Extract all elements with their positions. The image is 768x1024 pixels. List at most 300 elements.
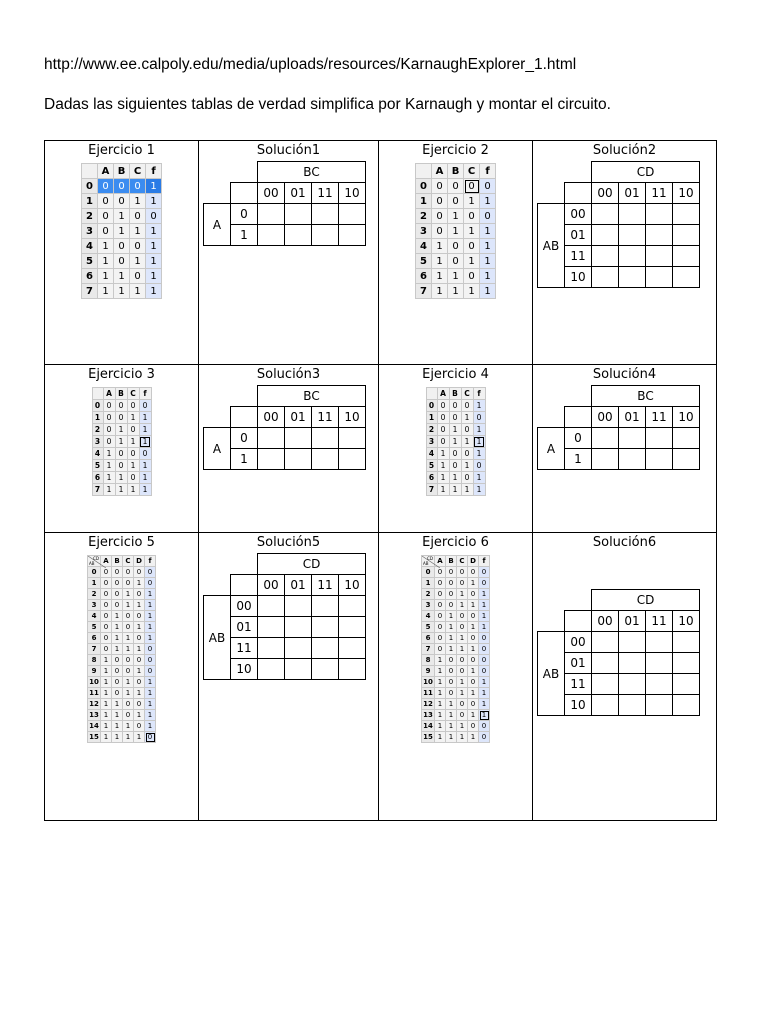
row-index: 15 bbox=[423, 733, 433, 741]
kmap-cell[interactable] bbox=[312, 596, 339, 617]
corner-label-bottom: AB bbox=[89, 561, 95, 566]
kmap-cell[interactable] bbox=[592, 267, 619, 288]
input-cell: 0 bbox=[134, 721, 145, 732]
output-cell[interactable]: 0 bbox=[145, 666, 156, 677]
kmap-cell[interactable] bbox=[339, 428, 366, 449]
kmap-cell[interactable] bbox=[258, 204, 285, 225]
output-cell[interactable]: 1 bbox=[473, 448, 485, 460]
spacer bbox=[538, 407, 565, 428]
kmap-cell[interactable] bbox=[312, 428, 339, 449]
kmap-cell[interactable] bbox=[673, 267, 700, 288]
input-cell: 0 bbox=[130, 269, 146, 284]
row-index: 13 bbox=[89, 711, 99, 719]
table-row bbox=[416, 239, 496, 254]
output-cell[interactable]: 0 bbox=[139, 448, 151, 460]
corner-label-bottom: AB bbox=[423, 561, 429, 566]
input-cell: 1 bbox=[130, 284, 146, 299]
column-code: 11 bbox=[646, 611, 673, 632]
kmap-cell[interactable] bbox=[646, 449, 673, 470]
kmap-cell[interactable] bbox=[646, 246, 673, 267]
column-code: 01 bbox=[619, 611, 646, 632]
table-row bbox=[416, 284, 496, 299]
kmap-cell[interactable] bbox=[339, 659, 366, 680]
output-cell[interactable]: 1 bbox=[480, 269, 496, 284]
column-header: f bbox=[145, 556, 156, 567]
kmap-cell[interactable] bbox=[339, 449, 366, 470]
row-index: 7 bbox=[88, 644, 101, 655]
input-cell: 0 bbox=[103, 412, 115, 424]
exercise-3-cell bbox=[45, 365, 199, 533]
kmap-cell[interactable] bbox=[258, 638, 285, 659]
column-code: 00 bbox=[258, 183, 285, 204]
row-index: 1 bbox=[422, 578, 435, 589]
input-cell: 0 bbox=[127, 424, 139, 436]
output-cell[interactable]: 0 bbox=[473, 412, 485, 424]
table-row bbox=[88, 633, 156, 644]
output-cell[interactable]: 1 bbox=[480, 194, 496, 209]
row-code: 01 bbox=[565, 653, 592, 674]
corner-cell bbox=[565, 611, 592, 632]
kmap-cell[interactable] bbox=[312, 617, 339, 638]
input-cell: 0 bbox=[448, 179, 464, 194]
kmap-cell[interactable] bbox=[258, 449, 285, 470]
input-cell: 1 bbox=[468, 622, 479, 633]
kmap-cell[interactable] bbox=[673, 449, 700, 470]
input-cell: 0 bbox=[115, 400, 127, 412]
kmap-cell[interactable] bbox=[339, 638, 366, 659]
row-index: 5 bbox=[426, 460, 437, 472]
kmap-cell[interactable] bbox=[339, 617, 366, 638]
spacer bbox=[538, 162, 565, 183]
input-cell: 0 bbox=[435, 578, 446, 589]
input-cell: 0 bbox=[112, 655, 123, 666]
output-cell[interactable]: 1 bbox=[479, 622, 490, 633]
input-cell: 1 bbox=[127, 460, 139, 472]
row-variable-label: A bbox=[204, 428, 231, 470]
input-cell: 1 bbox=[127, 484, 139, 496]
output-cell[interactable]: 0 bbox=[145, 567, 156, 578]
column-code: 10 bbox=[673, 611, 700, 632]
column-header: D bbox=[468, 556, 479, 567]
input-cell: 0 bbox=[127, 400, 139, 412]
input-cell: 0 bbox=[101, 578, 112, 589]
output-cell[interactable]: 1 bbox=[479, 699, 490, 710]
kmap-cell[interactable] bbox=[592, 653, 619, 674]
kmap-cell[interactable] bbox=[673, 653, 700, 674]
output-cell[interactable]: 1 bbox=[479, 600, 490, 611]
kmap-cell[interactable] bbox=[258, 225, 285, 246]
kmap-cell[interactable] bbox=[592, 246, 619, 267]
column-code: 00 bbox=[592, 611, 619, 632]
output-cell[interactable]: 1 bbox=[479, 688, 490, 699]
kmap-cell[interactable] bbox=[673, 225, 700, 246]
output-cell[interactable]: 1 bbox=[146, 224, 162, 239]
input-cell: 0 bbox=[98, 209, 114, 224]
input-cell: 1 bbox=[98, 239, 114, 254]
kmap-cell[interactable] bbox=[646, 674, 673, 695]
kmap-cell[interactable] bbox=[285, 659, 312, 680]
output-cell[interactable]: 1 bbox=[146, 269, 162, 284]
table-row bbox=[88, 677, 156, 688]
column-code: 11 bbox=[312, 407, 339, 428]
table-row bbox=[426, 400, 485, 412]
kmap-cell[interactable] bbox=[258, 617, 285, 638]
input-cell: 0 bbox=[437, 436, 449, 448]
kmap-cell[interactable] bbox=[619, 246, 646, 267]
kmap-cell[interactable] bbox=[339, 596, 366, 617]
output-cell[interactable]: 1 bbox=[145, 611, 156, 622]
kmap-cell[interactable] bbox=[646, 695, 673, 716]
input-cell: 1 bbox=[98, 284, 114, 299]
output-cell[interactable]: 0 bbox=[145, 655, 156, 666]
input-cell: 1 bbox=[112, 622, 123, 633]
column-header: C bbox=[457, 556, 468, 567]
output-cell[interactable]: 0 bbox=[479, 633, 490, 644]
kmap-cell[interactable] bbox=[673, 632, 700, 653]
input-cell: 0 bbox=[123, 699, 134, 710]
table-row bbox=[88, 721, 156, 732]
output-cell[interactable]: 1 bbox=[139, 424, 151, 436]
kmap-cell[interactable] bbox=[285, 617, 312, 638]
output-cell[interactable]: 1 bbox=[145, 600, 156, 611]
table-row bbox=[422, 666, 490, 677]
row-index: 1 bbox=[92, 412, 103, 424]
kmap-cell[interactable] bbox=[673, 204, 700, 225]
input-cell: 1 bbox=[437, 484, 449, 496]
input-cell: 1 bbox=[112, 633, 123, 644]
input-cell: 0 bbox=[435, 567, 446, 578]
input-cell: 1 bbox=[437, 472, 449, 484]
column-code: 00 bbox=[592, 407, 619, 428]
column-header: B bbox=[115, 388, 127, 400]
input-cell: 0 bbox=[114, 194, 130, 209]
input-cell: 1 bbox=[115, 484, 127, 496]
truth-table bbox=[421, 555, 490, 743]
kmap-cell[interactable] bbox=[312, 449, 339, 470]
input-cell: 1 bbox=[432, 254, 448, 269]
kmap-cell[interactable] bbox=[312, 204, 339, 225]
kmap-cell[interactable] bbox=[619, 449, 646, 470]
kmap-cell[interactable] bbox=[285, 225, 312, 246]
exercise-grid bbox=[44, 140, 716, 821]
corner-cell bbox=[565, 183, 592, 204]
kmap-cell[interactable] bbox=[312, 225, 339, 246]
kmap-cell[interactable] bbox=[619, 428, 646, 449]
input-cell: 0 bbox=[123, 710, 134, 721]
kmap-cell[interactable] bbox=[592, 632, 619, 653]
input-cell: 0 bbox=[134, 677, 145, 688]
kmap-cell[interactable] bbox=[646, 204, 673, 225]
kmap-cell[interactable] bbox=[646, 653, 673, 674]
input-cell: 1 bbox=[435, 721, 446, 732]
output-cell[interactable]: 1 bbox=[479, 710, 490, 721]
kmap-cell[interactable] bbox=[258, 659, 285, 680]
input-cell: 1 bbox=[468, 644, 479, 655]
output-cell[interactable]: 1 bbox=[146, 254, 162, 269]
output-cell[interactable]: 0 bbox=[145, 644, 156, 655]
kmap-cell[interactable] bbox=[258, 596, 285, 617]
output-cell[interactable]: 1 bbox=[139, 436, 151, 448]
output-cell[interactable]: 0 bbox=[139, 400, 151, 412]
kmap-cell[interactable] bbox=[673, 428, 700, 449]
kmap-cell[interactable] bbox=[258, 428, 285, 449]
input-cell: 1 bbox=[464, 224, 480, 239]
column-header: C bbox=[461, 388, 473, 400]
input-cell: 0 bbox=[134, 611, 145, 622]
row-index: 0 bbox=[416, 179, 432, 194]
kmap-cell[interactable] bbox=[285, 428, 312, 449]
output-cell[interactable]: 1 bbox=[473, 484, 485, 496]
input-cell: 1 bbox=[101, 677, 112, 688]
kmap-cell[interactable] bbox=[646, 632, 673, 653]
kmap-cell[interactable] bbox=[592, 695, 619, 716]
output-cell[interactable]: 1 bbox=[145, 688, 156, 699]
table-row bbox=[82, 194, 162, 209]
output-cell[interactable]: 1 bbox=[480, 254, 496, 269]
row-code: 11 bbox=[565, 674, 592, 695]
output-cell[interactable]: 1 bbox=[139, 460, 151, 472]
source-url[interactable]: http://www.ee.calpoly.edu/media/uploads/resources/KarnaughExplorer_1.html bbox=[44, 56, 577, 73]
output-cell[interactable]: 0 bbox=[473, 460, 485, 472]
truth-table bbox=[81, 163, 162, 299]
table-row bbox=[88, 567, 156, 578]
input-cell: 0 bbox=[457, 699, 468, 710]
input-cell: 0 bbox=[123, 622, 134, 633]
input-cell: 1 bbox=[115, 472, 127, 484]
row-index: 2 bbox=[422, 589, 435, 600]
input-cell: 0 bbox=[446, 589, 457, 600]
input-cell: 0 bbox=[115, 448, 127, 460]
input-cell: 1 bbox=[457, 721, 468, 732]
karnaugh-map bbox=[203, 385, 366, 470]
output-cell[interactable]: 1 bbox=[145, 589, 156, 600]
input-cell: 1 bbox=[101, 710, 112, 721]
input-cell: 1 bbox=[103, 448, 115, 460]
output-cell[interactable]: 1 bbox=[146, 284, 162, 299]
kmap-cell[interactable] bbox=[619, 267, 646, 288]
kmap-cell[interactable] bbox=[312, 638, 339, 659]
row-index: 0 bbox=[426, 400, 437, 412]
output-cell[interactable]: 1 bbox=[146, 179, 162, 194]
kmap-cell[interactable] bbox=[285, 449, 312, 470]
kmap-cell[interactable] bbox=[646, 428, 673, 449]
row-index: 4 bbox=[92, 448, 103, 460]
output-cell[interactable]: 0 bbox=[480, 209, 496, 224]
output-cell[interactable]: 1 bbox=[480, 239, 496, 254]
input-cell: 1 bbox=[134, 578, 145, 589]
table-row bbox=[88, 699, 156, 710]
column-header: D bbox=[134, 556, 145, 567]
output-cell[interactable]: 0 bbox=[479, 732, 490, 743]
kmap-cell[interactable] bbox=[673, 246, 700, 267]
input-cell: 1 bbox=[446, 699, 457, 710]
output-cell[interactable]: 1 bbox=[473, 472, 485, 484]
kmap-cell[interactable] bbox=[285, 638, 312, 659]
row-code: 00 bbox=[231, 596, 258, 617]
kmap-cell[interactable] bbox=[339, 204, 366, 225]
output-cell[interactable]: 1 bbox=[139, 472, 151, 484]
column-code: 00 bbox=[258, 575, 285, 596]
kmap-cell[interactable] bbox=[592, 428, 619, 449]
spacer bbox=[204, 162, 231, 183]
output-cell[interactable]: 1 bbox=[145, 622, 156, 633]
table-row bbox=[92, 448, 151, 460]
output-cell[interactable]: 1 bbox=[146, 194, 162, 209]
row-index: 4 bbox=[416, 239, 432, 254]
output-cell[interactable]: 1 bbox=[139, 412, 151, 424]
kmap-cell[interactable] bbox=[592, 449, 619, 470]
kmap-cell[interactable] bbox=[646, 225, 673, 246]
input-cell: 1 bbox=[446, 721, 457, 732]
exercise-title: Ejercicio 3 bbox=[88, 367, 155, 382]
output-cell[interactable]: 1 bbox=[146, 239, 162, 254]
kmap-cell[interactable] bbox=[619, 674, 646, 695]
output-cell[interactable]: 1 bbox=[145, 677, 156, 688]
input-cell: 1 bbox=[130, 254, 146, 269]
input-cell: 0 bbox=[115, 460, 127, 472]
kmap-row bbox=[538, 428, 700, 449]
output-cell[interactable]: 1 bbox=[145, 699, 156, 710]
solution-title: Solución4 bbox=[592, 367, 657, 382]
output-cell[interactable]: 0 bbox=[479, 666, 490, 677]
input-cell: 0 bbox=[461, 424, 473, 436]
input-cell: 0 bbox=[112, 600, 123, 611]
row-code: 00 bbox=[565, 632, 592, 653]
input-cell: 1 bbox=[134, 710, 145, 721]
input-cell: 0 bbox=[114, 254, 130, 269]
input-cell: 0 bbox=[435, 600, 446, 611]
table-row bbox=[422, 578, 490, 589]
column-header: B bbox=[446, 556, 457, 567]
row-index: 2 bbox=[426, 424, 437, 436]
output-cell[interactable]: 1 bbox=[473, 436, 485, 448]
table-row bbox=[426, 472, 485, 484]
input-cell: 0 bbox=[123, 567, 134, 578]
column-header: A bbox=[101, 556, 112, 567]
kmap-cell[interactable] bbox=[592, 204, 619, 225]
row-index: 6 bbox=[426, 472, 437, 484]
output-cell[interactable]: 1 bbox=[473, 400, 485, 412]
row-index: 14 bbox=[89, 722, 99, 730]
kmap-cell[interactable] bbox=[592, 674, 619, 695]
output-cell[interactable]: 1 bbox=[145, 633, 156, 644]
output-cell[interactable]: 0 bbox=[479, 721, 490, 732]
input-cell: 0 bbox=[457, 567, 468, 578]
solution-5-cell bbox=[199, 533, 379, 821]
output-cell[interactable]: 0 bbox=[480, 179, 496, 194]
output-cell[interactable]: 0 bbox=[479, 655, 490, 666]
solution-6-cell bbox=[533, 533, 717, 821]
input-cell: 1 bbox=[134, 688, 145, 699]
row-index: 0 bbox=[422, 567, 435, 578]
table-row bbox=[416, 224, 496, 239]
input-cell: 0 bbox=[457, 611, 468, 622]
karnaugh-map bbox=[537, 161, 700, 288]
kmap-cell[interactable] bbox=[619, 695, 646, 716]
input-cell: 1 bbox=[134, 732, 145, 743]
input-cell: 1 bbox=[112, 611, 123, 622]
table-row bbox=[92, 436, 151, 448]
input-cell: 1 bbox=[449, 484, 461, 496]
output-cell[interactable]: 1 bbox=[479, 611, 490, 622]
table-row bbox=[416, 269, 496, 284]
row-index: 6 bbox=[416, 269, 432, 284]
row-index: 12 bbox=[423, 700, 433, 708]
kmap-row bbox=[538, 632, 700, 653]
input-cell: 1 bbox=[457, 677, 468, 688]
column-code: 11 bbox=[312, 575, 339, 596]
input-cell: 0 bbox=[468, 589, 479, 600]
input-cell: 0 bbox=[437, 424, 449, 436]
kmap-cell[interactable] bbox=[339, 225, 366, 246]
input-cell: 0 bbox=[103, 400, 115, 412]
spacer bbox=[538, 183, 565, 204]
kmap-cell[interactable] bbox=[619, 225, 646, 246]
kmap-cell[interactable] bbox=[673, 674, 700, 695]
input-cell: 1 bbox=[464, 194, 480, 209]
output-cell[interactable]: 0 bbox=[479, 578, 490, 589]
kmap-cell[interactable] bbox=[285, 596, 312, 617]
input-cell: 0 bbox=[130, 209, 146, 224]
spacer bbox=[565, 590, 592, 611]
input-cell: 1 bbox=[464, 254, 480, 269]
kmap-cell[interactable] bbox=[312, 659, 339, 680]
output-cell[interactable]: 1 bbox=[479, 589, 490, 600]
input-cell: 0 bbox=[446, 567, 457, 578]
output-cell[interactable]: 1 bbox=[480, 284, 496, 299]
kmap-cell[interactable] bbox=[619, 204, 646, 225]
row-index: 3 bbox=[422, 600, 435, 611]
solution-3-cell bbox=[199, 365, 379, 533]
input-cell: 1 bbox=[449, 472, 461, 484]
output-cell[interactable]: 0 bbox=[146, 209, 162, 224]
kmap-cell[interactable] bbox=[285, 204, 312, 225]
kmap-cell[interactable] bbox=[646, 267, 673, 288]
output-cell[interactable]: 0 bbox=[145, 578, 156, 589]
input-cell: 0 bbox=[435, 644, 446, 655]
output-cell[interactable]: 0 bbox=[479, 567, 490, 578]
kmap-cell[interactable] bbox=[619, 653, 646, 674]
column-header: f bbox=[139, 388, 151, 400]
table-row bbox=[426, 448, 485, 460]
row-code: 1 bbox=[231, 449, 258, 470]
input-cell: 0 bbox=[446, 578, 457, 589]
input-cell: 0 bbox=[112, 688, 123, 699]
kmap-cell[interactable] bbox=[592, 225, 619, 246]
output-cell[interactable]: 1 bbox=[473, 424, 485, 436]
column-code: 00 bbox=[592, 183, 619, 204]
spacer bbox=[565, 162, 592, 183]
input-cell: 1 bbox=[449, 424, 461, 436]
output-cell[interactable]: 1 bbox=[139, 484, 151, 496]
table-row bbox=[88, 666, 156, 677]
output-cell[interactable]: 0 bbox=[479, 644, 490, 655]
kmap-cell[interactable] bbox=[619, 632, 646, 653]
input-cell: 0 bbox=[123, 655, 134, 666]
output-cell[interactable]: 1 bbox=[479, 677, 490, 688]
output-cell[interactable]: 1 bbox=[480, 224, 496, 239]
input-cell: 0 bbox=[449, 460, 461, 472]
output-cell[interactable]: 0 bbox=[145, 732, 156, 743]
kmap-cell[interactable] bbox=[673, 695, 700, 716]
table-row bbox=[82, 179, 162, 194]
input-cell: 1 bbox=[101, 732, 112, 743]
output-cell[interactable]: 1 bbox=[145, 710, 156, 721]
column-header: f bbox=[146, 164, 162, 179]
table-row bbox=[82, 254, 162, 269]
output-cell[interactable]: 1 bbox=[145, 721, 156, 732]
column-header: A bbox=[432, 164, 448, 179]
